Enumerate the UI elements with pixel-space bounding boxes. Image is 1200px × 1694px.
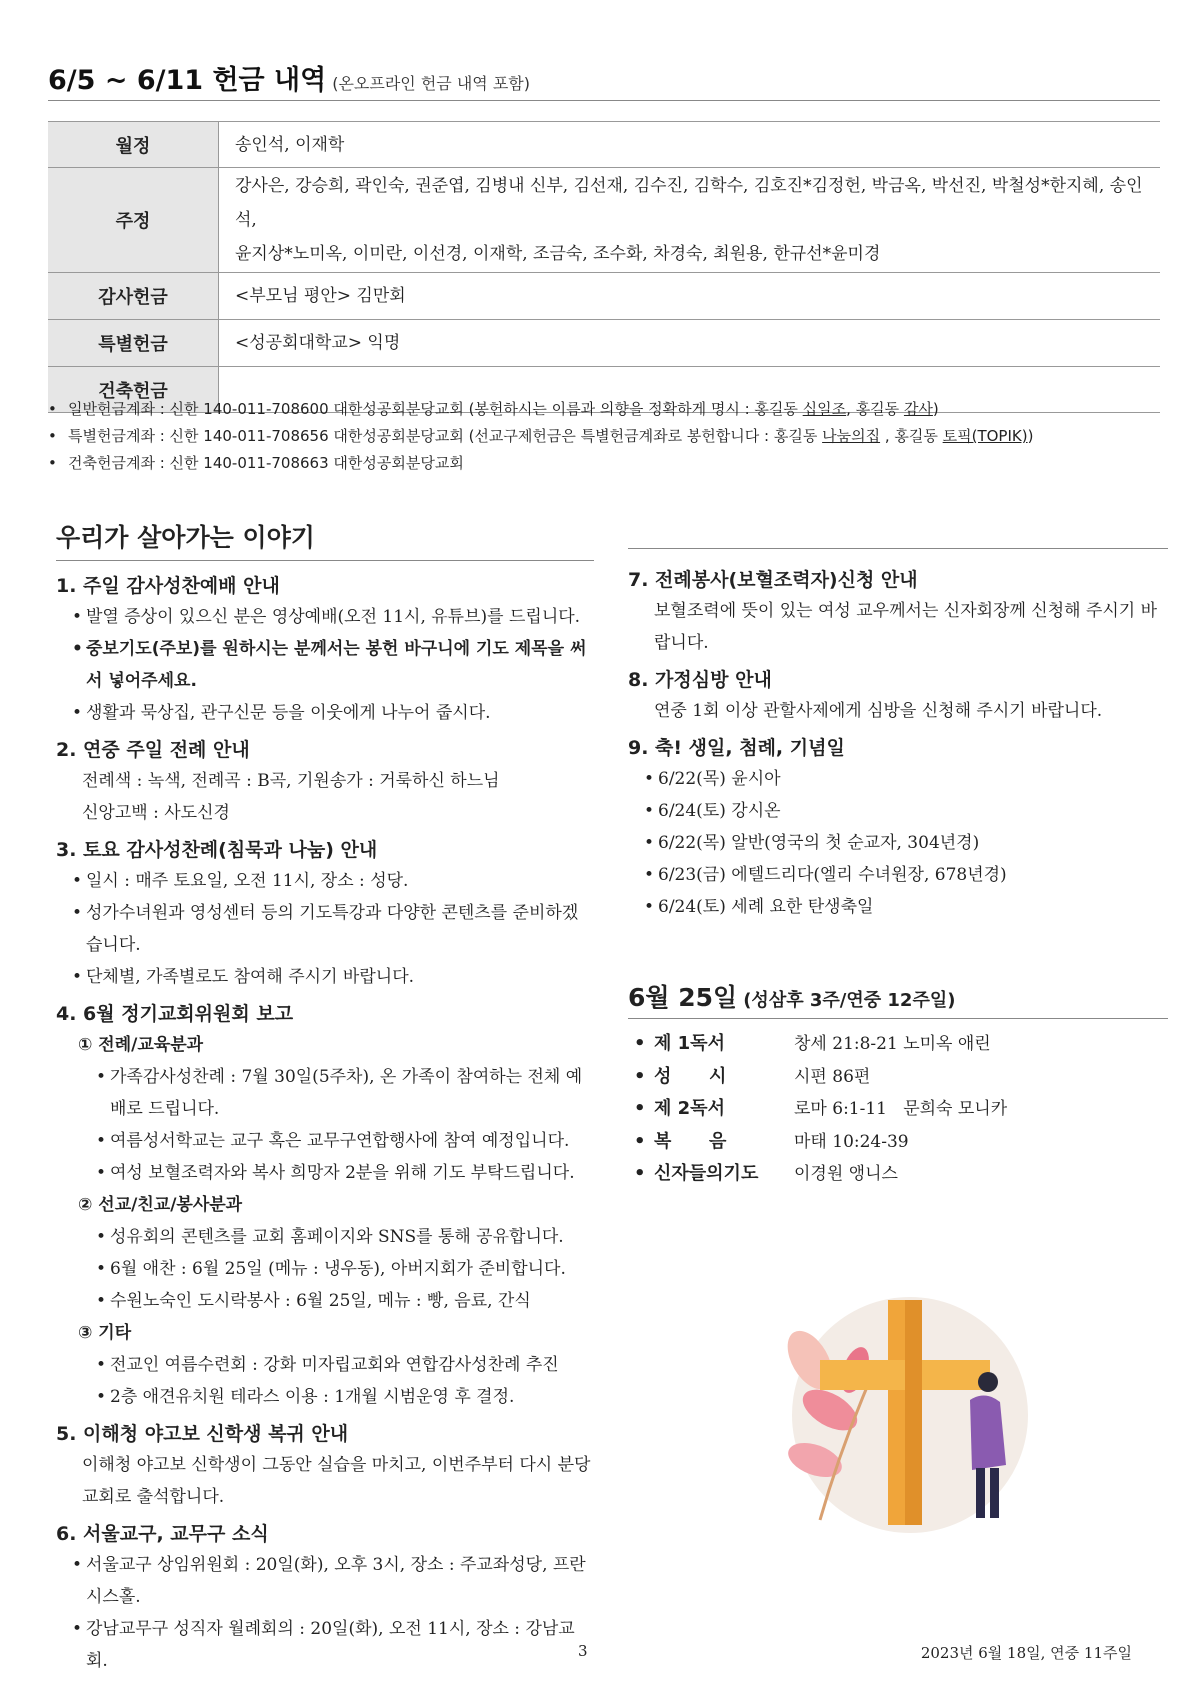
service-reading: 이경원 앵니스 xyxy=(794,1164,898,1184)
paragraph: 이해청 야고보 신학생이 그동안 실습을 마치고, 이번주부터 다시 분당교회로 출석합니다. xyxy=(82,1455,591,1507)
account-text: 일반헌금계좌 : 신한 140-011-708600 대한성공회분당교회 (봉헌하시는 이름과 의향을 정확하게 명시 : 홍길동 xyxy=(68,400,803,418)
paragraph: 보혈조력에 뜻이 있는 여성 교우께서는 신자회장께 신청해 주시기 바랍니다. xyxy=(654,601,1158,653)
list-item: • 서울교구 상임위원회 : 20일(화), 오후 3시, 장소 : 주교좌성당, 프란시스홀. xyxy=(56,1549,594,1613)
service-list xyxy=(632,1028,1152,1191)
account-underlined: 토픽(TOPIK) xyxy=(942,427,1028,445)
row-label: 특별헌금 xyxy=(48,320,219,367)
row-value-line: 강사은, 강승희, 곽인숙, 권준엽, 김병내 신부, 김선재, 김수진, 김학수, 김호진*김정헌, 박금옥, 박선진, 박철성*한지혜, 송인석, xyxy=(235,176,1143,230)
row-label: 건축헌금 xyxy=(48,367,219,413)
account-text: , 홍길동 xyxy=(846,400,904,418)
service-role: 성 시 xyxy=(654,1065,727,1087)
account-text: 특별헌금계좌 : 신한 140-011-708656 대한성공회분당교회 (선교구제헌금은 특별헌금계좌로 봉헌합니다 : 홍길동 xyxy=(68,427,823,445)
list-item: • 중보기도(주보)를 원하시는 분께서는 봉헌 바구니에 기도 제목을 써서 넣어주세요. xyxy=(56,633,594,697)
table-row xyxy=(48,273,1160,320)
list-item xyxy=(46,396,1166,423)
service-subtitle: (성삼후 3주/연중 12주일) xyxy=(743,990,956,1011)
list-item: • 6/22(목) 알반(영국의 첫 순교자, 304년경) xyxy=(628,827,1168,859)
section-heading: 6. 서울교구, 교무구 소식 xyxy=(56,1523,269,1545)
page-date: 2023년 6월 18일, 연중 11주일 xyxy=(920,1644,1132,1662)
row-value xyxy=(219,168,1161,273)
account-underlined: 감사 xyxy=(903,400,933,418)
list-item: • 강남교무구 성직자 월례회의 : 20일(화), 오전 11시, 장소 : 강남교회. xyxy=(56,1613,594,1677)
page-number: 3 xyxy=(578,1642,588,1660)
account-text: ) xyxy=(932,400,939,418)
section-heading: 3. 토요 감사성찬례(침묵과 나눔) 안내 xyxy=(56,839,378,861)
service-reading: 로마 6:1-11 문희숙 모니카 xyxy=(794,1099,1008,1119)
service-role: 제 2독서 xyxy=(654,1098,725,1119)
list-item: • 수원노숙인 도시락봉사 : 6월 25일, 메뉴 : 빵, 음료, 간식 xyxy=(56,1285,594,1317)
section-heading: 9. 축! 생일, 첨례, 기념일 xyxy=(628,737,845,759)
row-label: 감사헌금 xyxy=(48,273,219,320)
section-heading: 4. 6월 정기교회위원회 보고 xyxy=(56,1003,294,1025)
account-text: , 홍길동 xyxy=(880,427,943,445)
list-item: • 단체별, 가족별로도 참여해 주시기 바랍니다. xyxy=(56,961,594,993)
list-item: • 전교인 여름수련회 : 강화 미자립교회와 연합감사성찬례 추진 xyxy=(56,1349,594,1381)
list-item xyxy=(632,1093,1152,1126)
service-role: 제 1독서 xyxy=(654,1033,725,1054)
stories-title: 우리가 살아가는 이야기 xyxy=(56,518,594,561)
section-heading: 1. 주일 감사성찬예배 안내 xyxy=(56,575,280,597)
column-divider xyxy=(628,548,1168,559)
subsection-heading: ② 선교/친교/봉사분과 xyxy=(78,1195,243,1215)
offering-title xyxy=(48,58,1160,101)
service-role: 신자들의기도 xyxy=(654,1163,759,1184)
list-item xyxy=(632,1028,1152,1061)
list-item: • 여성 보혈조력자와 복사 희망자 2분을 위해 기도 부탁드립니다. xyxy=(56,1157,594,1189)
list-item: • 성가수녀원과 영성센터 등의 기도특강과 다양한 콘텐츠를 준비하겠습니다. xyxy=(56,897,594,961)
list-item: • 생활과 묵상집, 관구신문 등을 이웃에게 나누어 줍시다. xyxy=(56,697,594,729)
paragraph: 전례색 : 녹색, 전례곡 : B곡, 기원송가 : 거룩하신 하느님 xyxy=(82,771,500,791)
account-text: ) xyxy=(1027,427,1034,445)
list-item: • 6월 애찬 : 6월 25일 (메뉴 : 냉우동), 아버지회가 준비합니다. xyxy=(56,1253,594,1285)
list-item: • 발열 증상이 있으신 분은 영상예배(오전 11시, 유튜브)를 드립니다. xyxy=(56,601,594,633)
section-heading: 2. 연중 주일 전례 안내 xyxy=(56,739,250,761)
row-label: 월정 xyxy=(48,122,219,168)
table-row xyxy=(48,168,1160,273)
account-list xyxy=(46,396,1166,477)
stories-column xyxy=(56,518,594,1677)
subsection-heading: ③ 기타 xyxy=(78,1323,132,1343)
row-value: 송인석, 이재학 xyxy=(219,122,1161,168)
service-header xyxy=(628,978,1168,1019)
list-item: • 2층 애견유치원 테라스 이용 : 1개월 시범운영 후 결정. xyxy=(56,1381,594,1413)
paragraph: 신앙고백 : 사도신경 xyxy=(82,803,230,823)
account-text: 건축헌금계좌 : 신한 140-011-708663 대한성공회분당교회 xyxy=(68,454,464,472)
table-row xyxy=(48,320,1160,367)
offering-title-main: 6/5 ~ 6/11 헌금 내역 xyxy=(48,65,327,96)
paragraph: 연중 1회 이상 관할사제에게 심방을 신청해 주시기 바랍니다. xyxy=(654,701,1103,721)
service-date: 6월 25일 xyxy=(628,983,738,1012)
list-item: • 6/24(토) 강시온 xyxy=(628,795,1168,827)
list-item: • 6/23(금) 에텔드리다(엘리 수녀원장, 678년경) xyxy=(628,859,1168,891)
offering-table xyxy=(48,121,1160,413)
row-value-line: 윤지상*노미옥, 이미란, 이선경, 이재학, 조금숙, 조수화, 차경숙, 최원용, 한규선*윤미경 xyxy=(235,244,881,264)
list-item xyxy=(46,450,1166,477)
section-heading: 8. 가정심방 안내 xyxy=(628,669,772,691)
row-value: <성공회대학교> 익명 xyxy=(219,320,1161,367)
list-item xyxy=(632,1158,1152,1191)
list-item xyxy=(632,1126,1152,1159)
list-item: • 성유회의 콘텐츠를 교회 홈페이지와 SNS를 통해 공유합니다. xyxy=(56,1221,594,1253)
table-row xyxy=(48,122,1160,168)
row-label: 주정 xyxy=(48,168,219,273)
service-reading: 시편 86편 xyxy=(794,1066,871,1087)
stories-column-right xyxy=(628,548,1168,923)
account-underlined: 십일조 xyxy=(802,400,847,418)
list-item: • 여름성서학교는 교구 혹은 교무구연합행사에 참여 예정입니다. xyxy=(56,1125,594,1157)
list-item: • 가족감사성찬례 : 7월 30일(5주차), 온 가족이 참여하는 전체 예배로 드립니다. xyxy=(56,1061,594,1125)
section-heading: 7. 전례봉사(보혈조력자)신청 안내 xyxy=(628,569,918,591)
section-heading: 5. 이해청 야고보 신학생 복귀 안내 xyxy=(56,1423,349,1445)
list-item: • 일시 : 매주 토요일, 오전 11시, 장소 : 성당. xyxy=(56,865,594,897)
list-item xyxy=(46,423,1166,450)
list-item: • 6/22(목) 윤시아 xyxy=(628,763,1168,795)
list-item xyxy=(632,1061,1152,1094)
account-underlined: 나눔의집 xyxy=(822,427,881,445)
list-item: • 6/24(토) 세례 요한 탄생축일 xyxy=(628,891,1168,923)
service-reading: 창세 21:8-21 노미옥 애린 xyxy=(794,1034,991,1054)
service-role: 복 음 xyxy=(654,1130,727,1152)
cross-illustration xyxy=(760,1290,1060,1540)
subsection-heading: ① 전례/교육분과 xyxy=(78,1035,204,1055)
offering-title-sub: (온오프라인 헌금 내역 포함) xyxy=(332,74,530,93)
row-value: <부모님 평안> 김만회 xyxy=(219,273,1161,320)
service-reading: 마태 10:24-39 xyxy=(794,1131,909,1152)
